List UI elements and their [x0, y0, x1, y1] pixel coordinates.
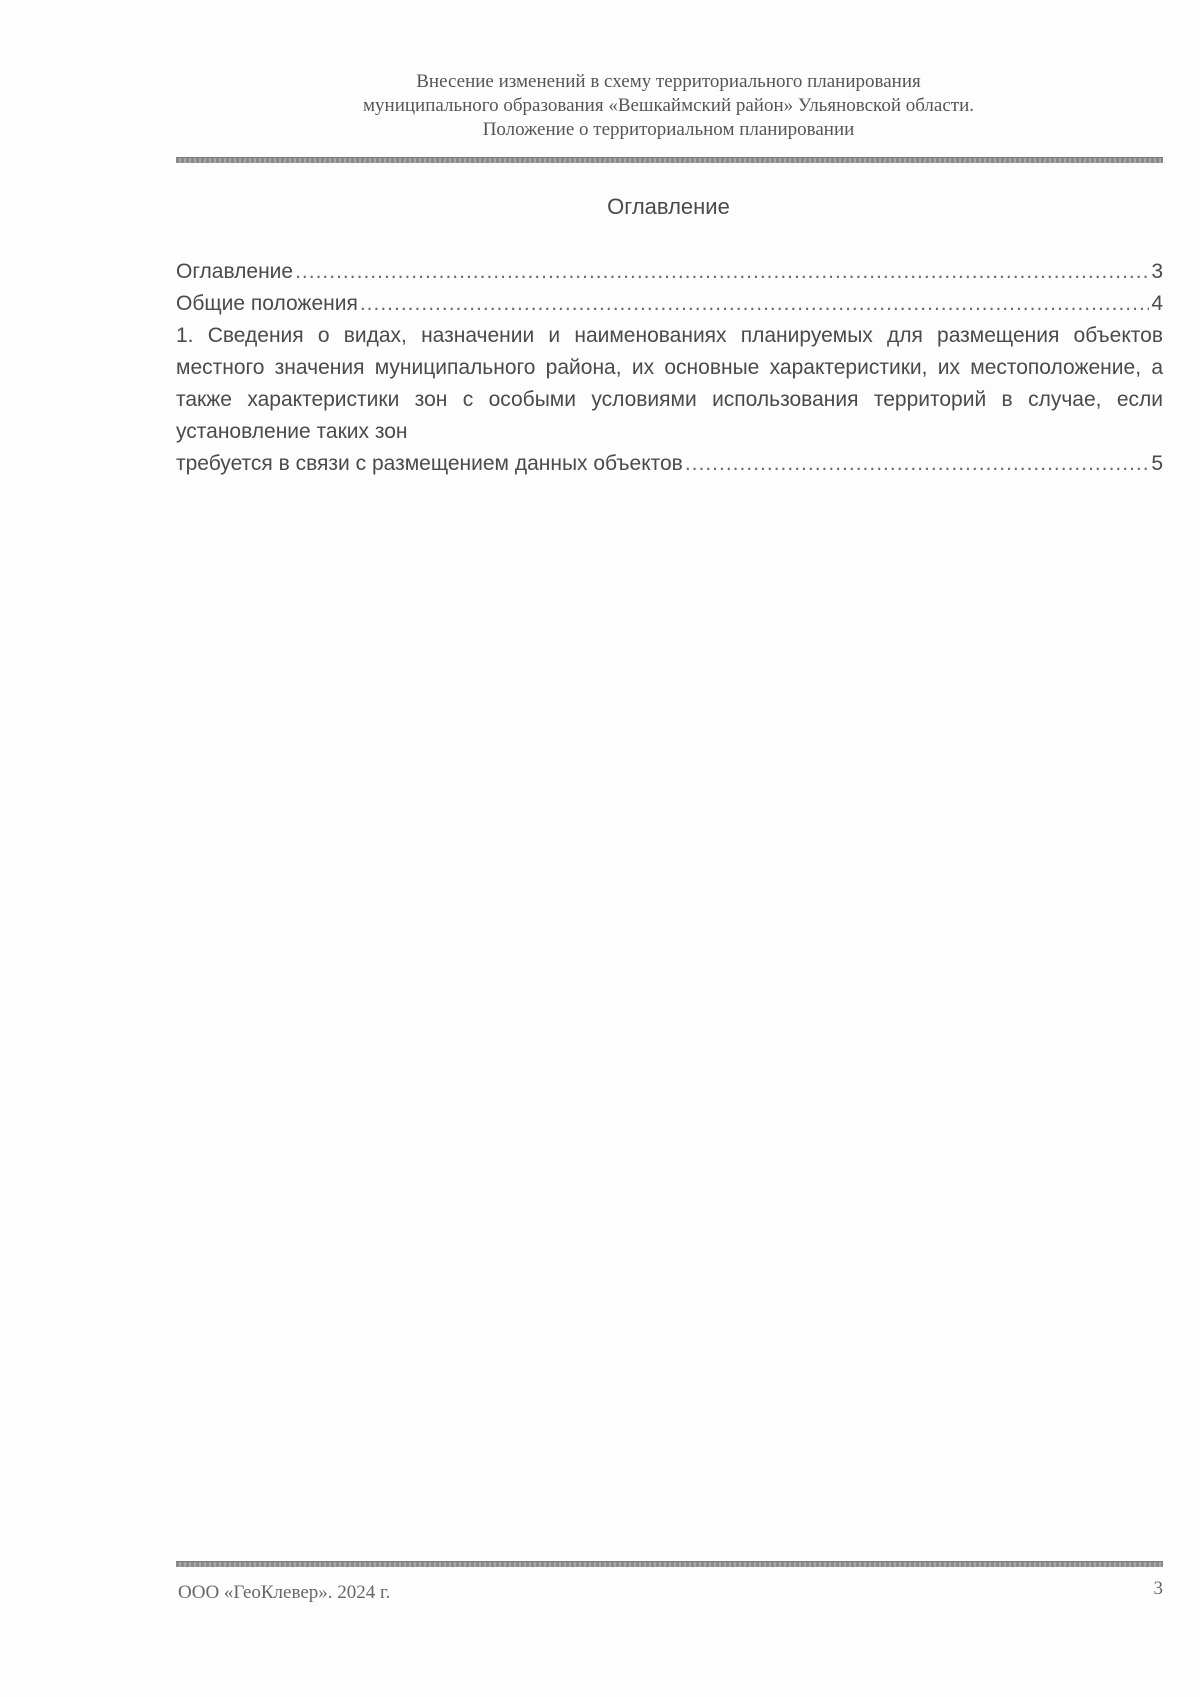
toc-dot-leader — [360, 288, 1149, 320]
header-divider — [176, 157, 1163, 163]
header-line-2: муниципального образования «Вешкаймский район» Ульяновской области. — [363, 95, 974, 116]
toc-entry-label-end: требуется в связи с размещением данных объектов — [176, 452, 683, 475]
toc-entry-general-provisions[interactable] — [176, 288, 1163, 320]
toc-entry-label: Общие положения — [176, 292, 358, 315]
toc-entry-section-1[interactable] — [176, 320, 1163, 480]
toc-entry-page: 3 — [1151, 260, 1163, 283]
toc-entry-page: 4 — [1151, 292, 1163, 315]
toc-dot-leader — [295, 256, 1149, 288]
footer-divider — [176, 1561, 1163, 1567]
toc-entry-label: 1. Сведения о видах, назначении и наименованиях планируемых для размещения объектов местного значения муниципального района, их основные характеристики, их местоположение, а также характеристики зон с особыми условиями использования территорий в случае, если установление таких зон — [176, 324, 1163, 443]
toc-dot-leader — [685, 448, 1149, 480]
table-of-contents — [176, 256, 1163, 480]
page-header — [176, 70, 1161, 142]
toc-entry-label: Оглавление — [176, 260, 294, 283]
toc-title: Оглавление — [607, 194, 730, 219]
toc-entry-page: 5 — [1151, 452, 1163, 475]
toc-entry-contents[interactable] — [176, 256, 1163, 288]
header-line-1: Внесение изменений в схему территориального планирования — [416, 71, 921, 92]
footer-page-number: 3 — [1153, 1578, 1163, 1599]
footer-organization: ООО «ГеоКлевер». 2024 г. — [178, 1582, 391, 1603]
header-line-3: Положение о территориальном планировании — [482, 119, 855, 140]
toc-entry-last-line — [176, 448, 1163, 480]
